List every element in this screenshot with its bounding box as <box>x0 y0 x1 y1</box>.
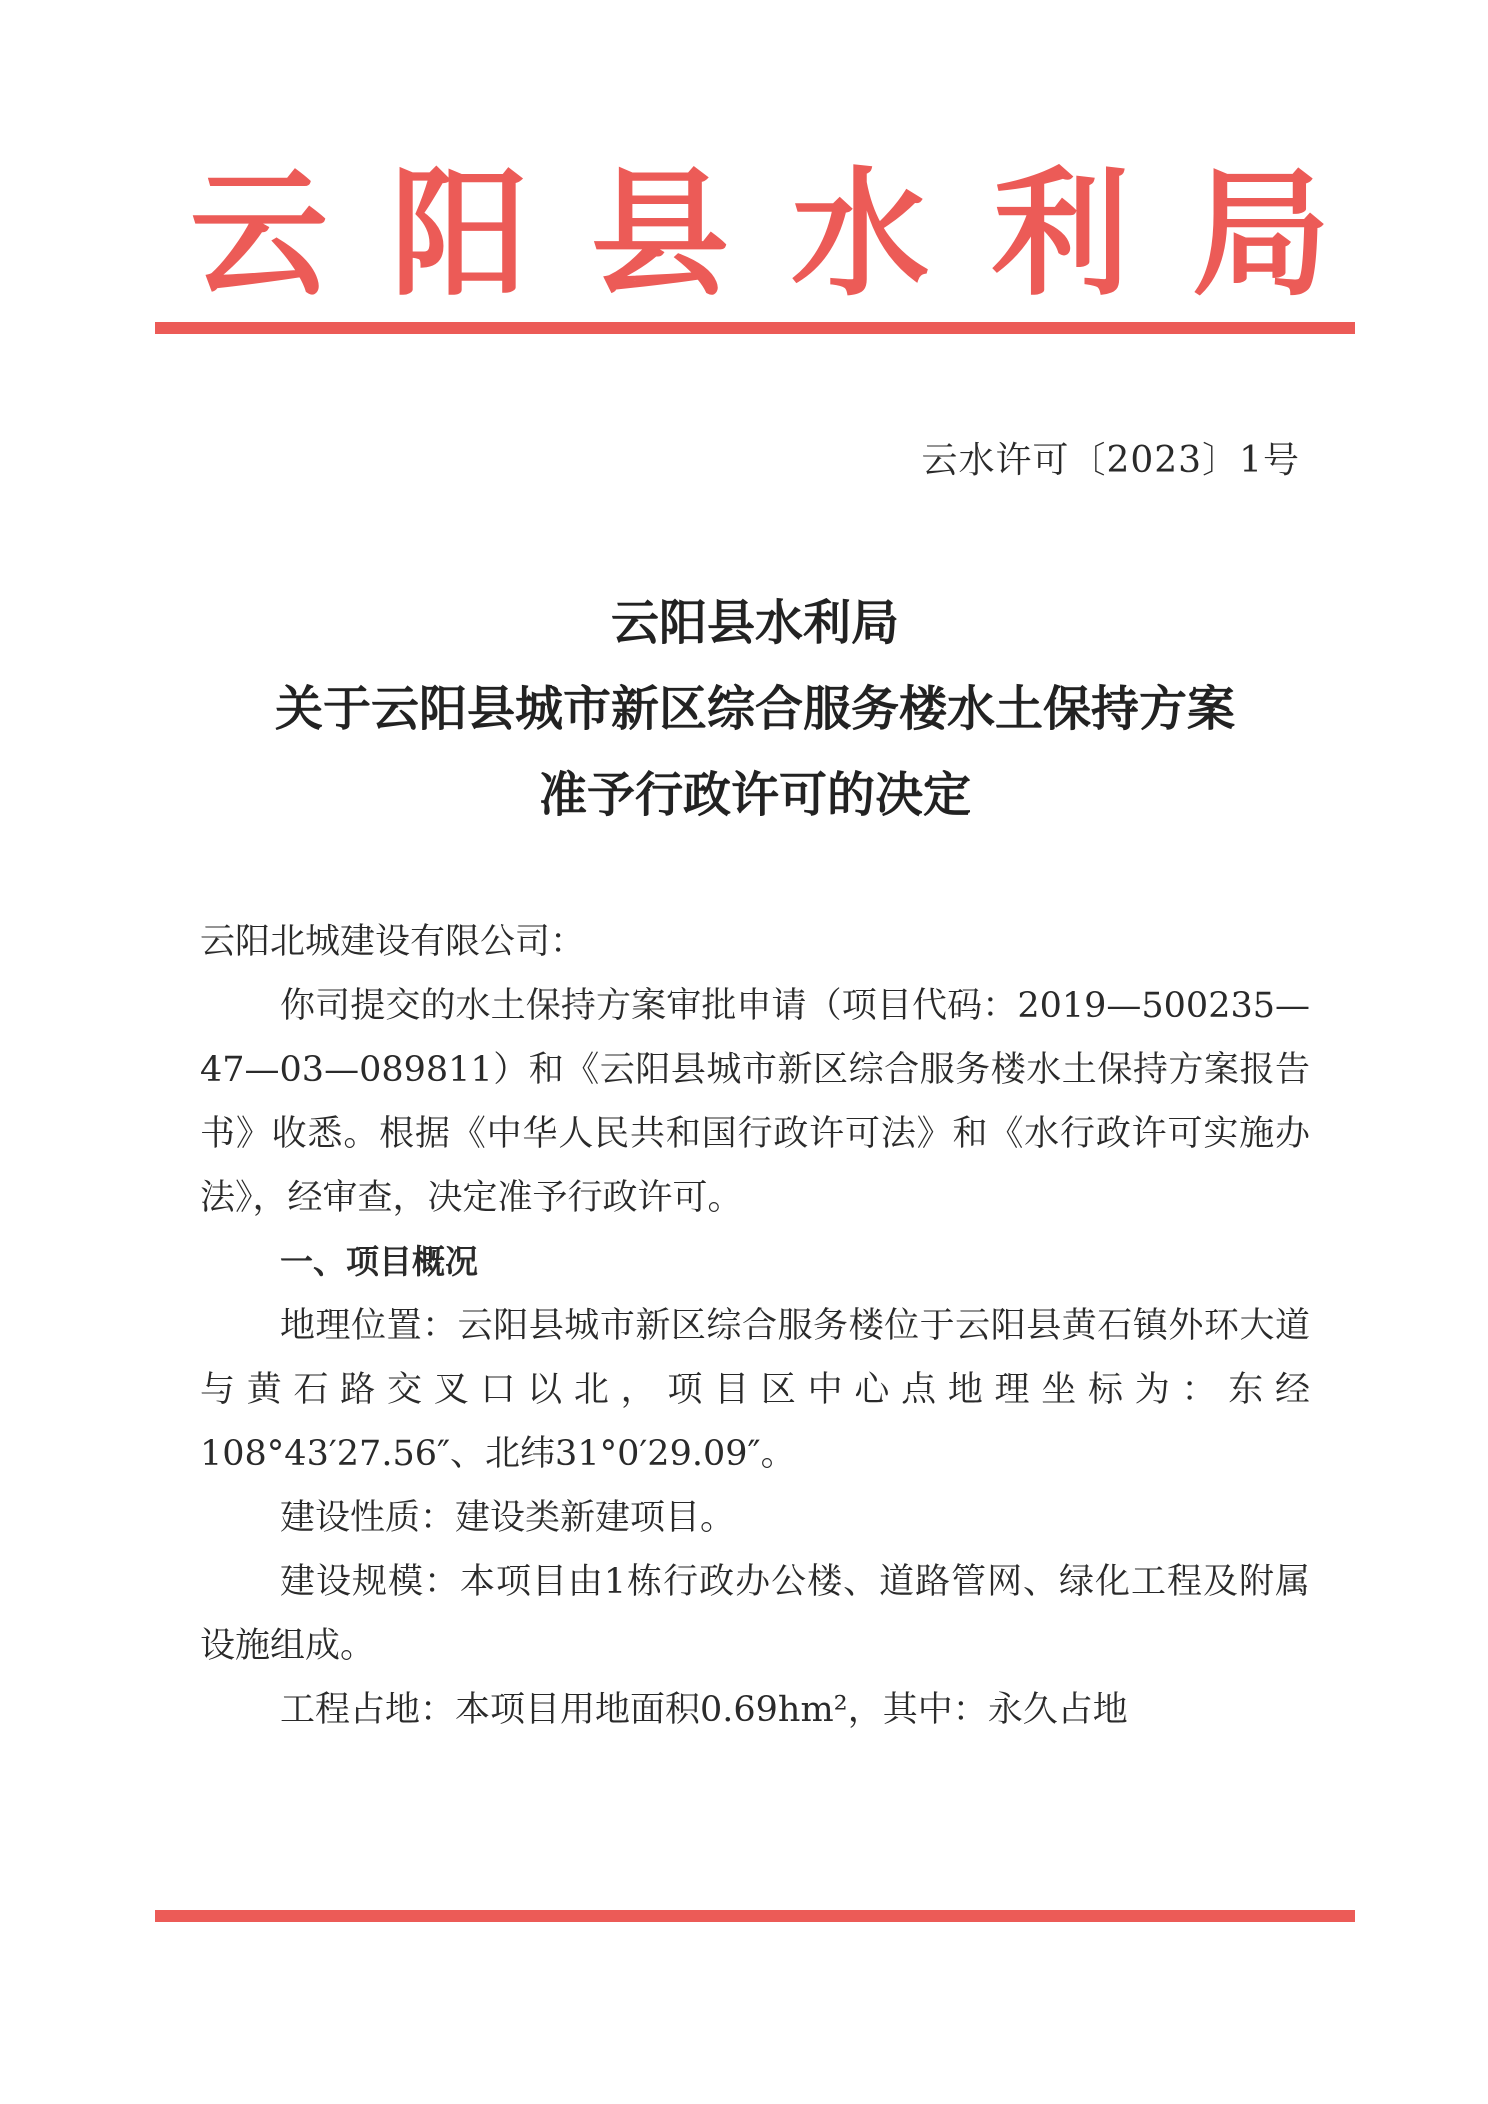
paragraph-scale: 建设规模：本项目由1栋行政办公楼、道路管网、绿化工程及附属设施组成。 <box>200 1562 1310 1666</box>
letterhead-char: 阳 <box>390 154 529 315</box>
letterhead-char: 局 <box>1191 154 1330 315</box>
paragraph-nature: 建设性质：建设类新建项目。 <box>280 1498 736 1538</box>
letterhead-char: 水 <box>791 154 930 315</box>
letterhead-char: 利 <box>991 154 1130 315</box>
title-line-1: 云阳县水利局 <box>610 595 899 651</box>
addressee: 云阳北城建设有限公司： <box>200 922 586 962</box>
paragraph-land: 工程占地：本项目用地面积0.69hm²，其中：永久占地 <box>280 1690 1128 1730</box>
document-title <box>180 580 1330 838</box>
title-line-2: 关于云阳县城市新区综合服务楼水土保持方案 <box>274 681 1235 737</box>
letterhead-char: 县 <box>590 154 729 315</box>
paragraph-intro: 你司提交的水土保持方案审批申请（项目代码：2019—500235—47—03—089811）和《云阳县城市新区综合服务楼水土保持方案报告书》收悉。根据《中华人民共和国行政许可法》和《水行政许可实施办法》，经审查，决定准予行政许可。 <box>200 986 1310 1218</box>
document-body <box>200 910 1310 1742</box>
document-number: 云水许可〔2023〕1号 <box>921 440 1300 481</box>
letterhead-divider <box>155 322 1355 334</box>
letterhead-title <box>150 150 1370 320</box>
title-line-3: 准予行政许可的决定 <box>538 767 971 823</box>
footer-divider <box>155 1910 1355 1922</box>
paragraph-location: 地理位置：云阳县城市新区综合服务楼位于云阳县黄石镇外环大道与黄石路交叉口以北，项目区中心点地理坐标为：东经108°43′27.56″、北纬31°0′29.09″。 <box>200 1306 1310 1474</box>
section-heading: 一、项目概况 <box>280 1242 478 1281</box>
letterhead-char: 云 <box>190 154 329 315</box>
